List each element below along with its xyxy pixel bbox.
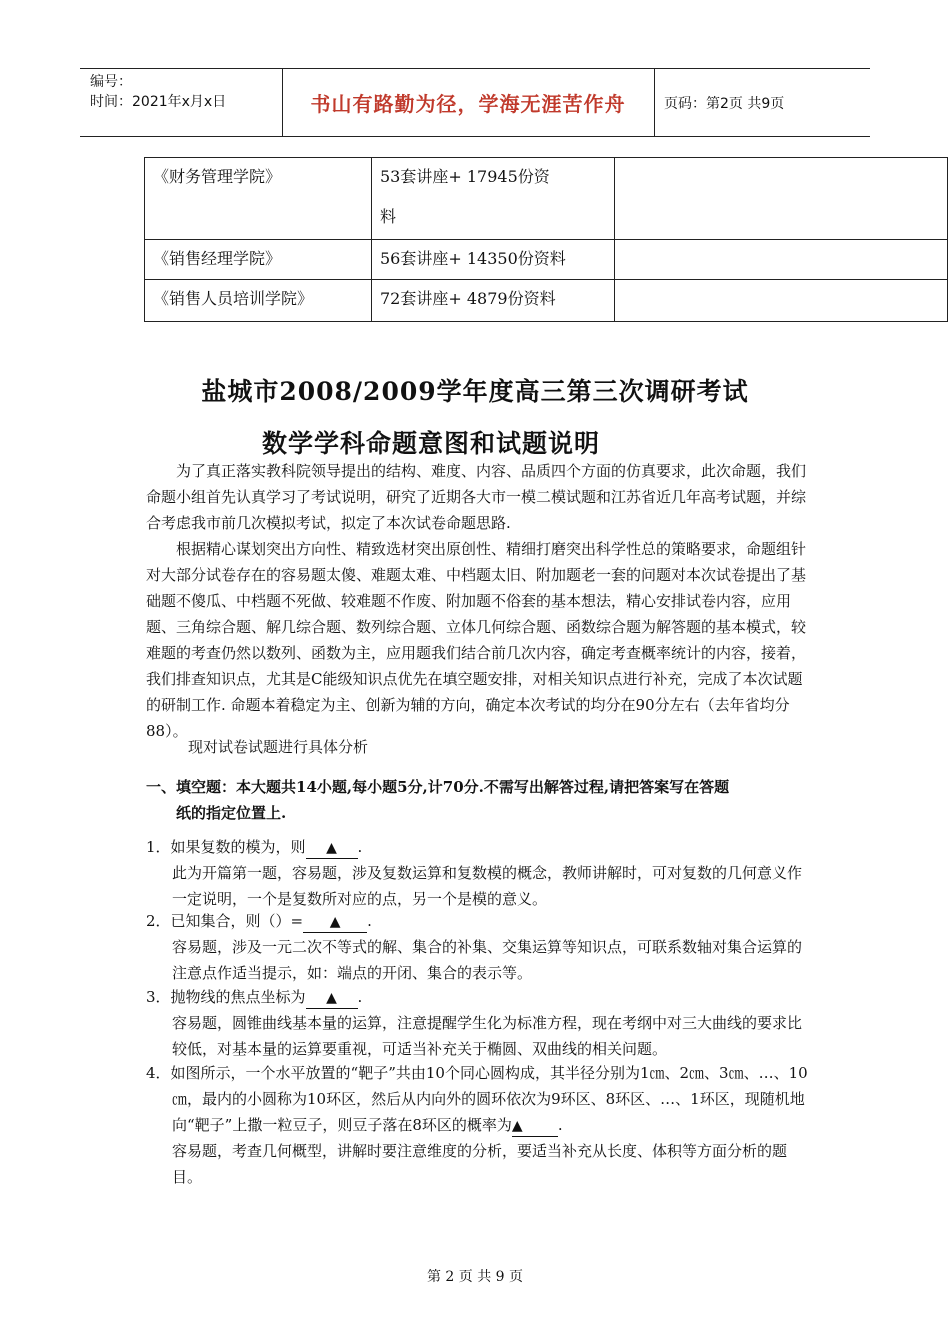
question-stem [146,908,810,934]
triangle-marker-icon: ▲ [329,914,341,930]
question-stem-text: 2．已知集合，则（）= [146,912,304,930]
table-row [145,280,948,322]
table-cell-name: 《财务管理学院》 [145,158,372,240]
table-cell-count: 56套讲座+ 14350份资料 [372,240,615,280]
table-cell-note [615,240,948,280]
answer-blank [306,837,358,859]
question-4 [146,1060,810,1190]
question-stem-tail: . [557,1116,563,1134]
question-comment: 容易题，圆锥曲线基本量的运算，注意提醒学生化为标准方程，现在考纲中对三大曲线的要求比较低，对基本量的运算要重视，可适当补充关于椭圆、双曲线的相关问题。 [172,1014,803,1058]
question-comment: 容易题，涉及一元二次不等式的解、集合的补集、交集运算等知识点，可联系数轴对集合运算的注意点作适当提示，如：端点的开闭、集合的表示等。 [172,938,803,982]
intro-paragraph-3: 现对试卷试题进行具体分析 [188,738,369,756]
answer-blank [303,911,367,933]
question-stem [146,1060,810,1138]
page-footer: 第 2 页 共 9 页 [426,1269,524,1285]
question-2 [146,908,810,986]
header-page-label: 页码：第2页 共9页 [664,96,785,112]
header-time-label: 时间：2021年x月x日 [90,94,227,110]
table-row [145,158,948,240]
resource-table [144,157,948,322]
question-3 [146,984,810,1062]
section-heading [146,774,816,826]
document-subtitle: 数学学科命题意图和试题说明 [262,429,601,458]
header-divider-right [654,68,655,136]
section-heading-line2: 纸的指定位置上. [176,804,287,822]
table-cell-note [615,158,948,240]
question-1 [146,834,810,912]
question-stem-tail: . [367,912,372,930]
answer-blank [306,987,358,1009]
answer-blank [512,1115,558,1137]
table-cell-count-line2: 料 [380,207,397,226]
question-stem-text: 1．如果复数的模为，则 [146,838,306,856]
table-cell-name: 《销售人员培训学院》 [145,280,372,322]
header-meta [90,72,226,112]
question-stem-text: 4．如图所示，一个水平放置的“靶子”共由10个同心圆构成，其半径分别为1㎝、2㎝、3㎝、…、10㎝，最内的小圆称为10环区，然后从内向外的圆环依次为9环区、8环区、…、1环区，现随机地向“靶子”上撒一粒豆子，则豆子落在8环区的概率为 [146,1064,808,1134]
section-heading-line1: 一、填空题：本大题共14小题,每小题5分,计70分.不需写出解答过程,请把答案写在答题 [146,778,730,796]
question-comment: 容易题，考查几何概型，讲解时要注意维度的分析，要适当补充从长度、体积等方面分析的题目。 [172,1142,788,1186]
question-stem-text: 3．抛物线的焦点坐标为 [146,988,306,1006]
table-cell-count: 72套讲座+ 4879份资料 [372,280,615,322]
triangle-marker-icon: ▲ [326,990,337,1006]
header-top-rule [80,68,870,69]
intro-paragraph-2: 根据精心谋划突出方向性、精致选材突出原创性、精细打磨突出科学性总的策略要求，命题组针对大部分试卷存在的容易题太傻、难题太难、中档题太旧、附加题老一套的问题对本次试卷提出了基础题不傻瓜、中档题不死做、较难题不作废、附加题不俗套的基本想法，精心安排试卷内容，应用题、三角综合题、解几综合题、数列综合题、立体几何综合题、函数综合题为解答题的基本模式，较难题的考查仍然以数列、函数为主，应用题我们结合前几次内容，确定考查概率统计的内容，接着，我们排查知识点，尤其是C能级知识点优先在填空题安排，对相关知识点进行补充，完成了本次试题的研制工作. 命题本着稳定为主、创新为辅的方向，确定本次考试的均分在90分左右（去年省均分88）。 [146,540,807,740]
header-bottom-rule [80,136,870,137]
document-title: 盐城市2008/2009学年度高三第三次调研考试 [201,377,749,406]
header-motto: 书山有路勤为径，学海无涯苦作舟 [310,92,626,116]
header-code-label: 编号： [90,74,132,90]
question-stem-tail: . [357,838,363,856]
triangle-marker-icon: ▲ [511,1118,523,1134]
question-comment: 此为开篇第一题，容易题，涉及复数运算和复数模的概念，教师讲解时，可对复数的几何意义作一定说明，一个是复数所对应的点，另一个是模的意义。 [172,864,803,908]
table-cell-note [615,280,948,322]
table-cell-count [372,158,615,240]
question-stem [146,834,810,860]
intro-paragraph-1: 为了真正落实教科院领导提出的结构、难度、内容、品质四个方面的仿真要求，此次命题，我们命题小组首先认真学习了考试说明，研究了近期各大市一模二模试题和江苏省近几年高考试题，并综合考虑我市前几次模拟考试，拟定了本次试卷命题思路. [146,462,807,532]
question-stem [146,984,810,1010]
question-stem-tail: . [357,988,363,1006]
table-cell-count-line1: 53套讲座+ 17945份资 [380,167,550,186]
triangle-marker-icon: ▲ [326,840,337,856]
table-cell-name: 《销售经理学院》 [145,240,372,280]
table-row [145,240,948,280]
